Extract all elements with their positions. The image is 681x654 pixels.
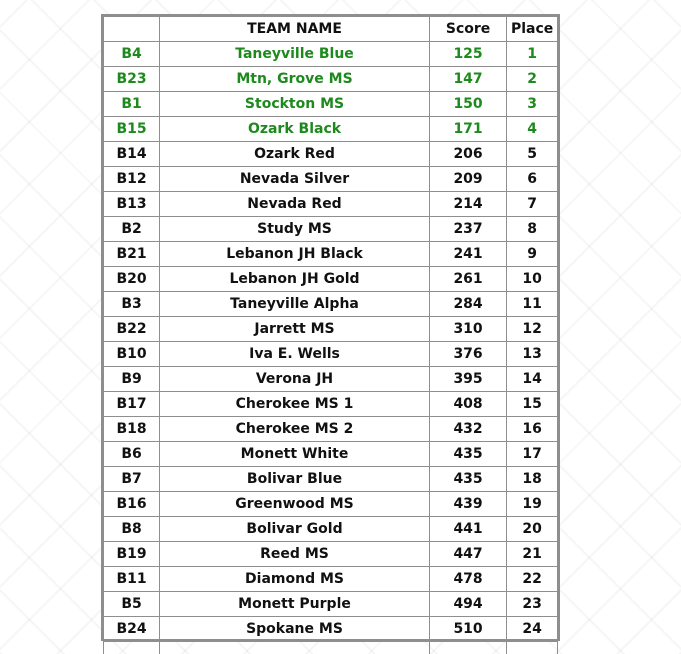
table-row <box>104 267 558 292</box>
team-name-cell: Mtn, Grove MS <box>160 67 430 92</box>
table-row <box>104 142 558 167</box>
place-cell: 1 <box>507 42 558 67</box>
place-cell: 14 <box>507 367 558 392</box>
score-cell: 241 <box>429 242 506 267</box>
table-row <box>104 492 558 517</box>
place-cell: 17 <box>507 442 558 467</box>
score-cell: 206 <box>429 142 506 167</box>
place-cell: 4 <box>507 117 558 142</box>
team-code-cell: B17 <box>104 392 160 417</box>
place-cell: 21 <box>507 542 558 567</box>
score-cell: 376 <box>429 342 506 367</box>
team-name-cell: Ozark Red <box>160 142 430 167</box>
team-name-cell: Monett Purple <box>160 592 430 617</box>
place-cell: 18 <box>507 467 558 492</box>
score-cell: 214 <box>429 192 506 217</box>
place-cell: 24 <box>507 617 558 642</box>
team-name-cell: Lebanon JH Gold <box>160 267 430 292</box>
team-code-cell: B13 <box>104 192 160 217</box>
team-code-cell: B7 <box>104 467 160 492</box>
score-cell: 494 <box>429 592 506 617</box>
header-code <box>104 17 160 42</box>
score-cell: 310 <box>429 317 506 342</box>
team-name-cell: Spokane MS <box>160 617 430 642</box>
score-cell: 171 <box>429 117 506 142</box>
place-cell: 11 <box>507 292 558 317</box>
table-row <box>104 42 558 67</box>
place-cell: 20 <box>507 517 558 542</box>
table-row <box>104 217 558 242</box>
team-code-cell: B8 <box>104 517 160 542</box>
header-score: Score <box>429 17 506 42</box>
place-cell: 16 <box>507 417 558 442</box>
team-code-cell: B16 <box>104 492 160 517</box>
team-code-cell: B24 <box>104 617 160 642</box>
score-cell: 261 <box>429 267 506 292</box>
empty-table-row <box>104 642 558 654</box>
team-code-cell: B23 <box>104 67 160 92</box>
results-table-container <box>101 14 560 641</box>
place-cell: 2 <box>507 67 558 92</box>
table-row <box>104 192 558 217</box>
team-name-cell: Bolivar Gold <box>160 517 430 542</box>
score-cell: 447 <box>429 542 506 567</box>
score-cell: 441 <box>429 517 506 542</box>
score-cell: 209 <box>429 167 506 192</box>
empty-cell <box>429 642 506 654</box>
score-cell: 395 <box>429 367 506 392</box>
place-cell: 23 <box>507 592 558 617</box>
team-code-cell: B20 <box>104 267 160 292</box>
team-code-cell: B12 <box>104 167 160 192</box>
table-row <box>104 567 558 592</box>
table-row <box>104 617 558 642</box>
table-row <box>104 592 558 617</box>
table-row <box>104 467 558 492</box>
team-name-cell: Study MS <box>160 217 430 242</box>
score-cell: 284 <box>429 292 506 317</box>
team-code-cell: B21 <box>104 242 160 267</box>
score-cell: 439 <box>429 492 506 517</box>
team-code-cell: B3 <box>104 292 160 317</box>
place-cell: 3 <box>507 92 558 117</box>
team-code-cell: B15 <box>104 117 160 142</box>
team-name-cell: Lebanon JH Black <box>160 242 430 267</box>
score-cell: 125 <box>429 42 506 67</box>
header-team-name: TEAM NAME <box>160 17 430 42</box>
team-code-cell: B2 <box>104 217 160 242</box>
team-name-cell: Taneyville Blue <box>160 42 430 67</box>
score-cell: 150 <box>429 92 506 117</box>
score-cell: 510 <box>429 617 506 642</box>
table-row <box>104 342 558 367</box>
team-code-cell: B22 <box>104 317 160 342</box>
score-cell: 435 <box>429 467 506 492</box>
table-row <box>104 292 558 317</box>
team-name-cell: Bolivar Blue <box>160 467 430 492</box>
empty-cell <box>104 642 160 654</box>
table-row <box>104 442 558 467</box>
place-cell: 7 <box>507 192 558 217</box>
place-cell: 6 <box>507 167 558 192</box>
place-cell: 15 <box>507 392 558 417</box>
team-name-cell: Greenwood MS <box>160 492 430 517</box>
team-code-cell: B14 <box>104 142 160 167</box>
table-row <box>104 417 558 442</box>
table-row <box>104 392 558 417</box>
team-code-cell: B6 <box>104 442 160 467</box>
table-header-row <box>104 17 558 42</box>
place-cell: 19 <box>507 492 558 517</box>
place-cell: 8 <box>507 217 558 242</box>
table-row <box>104 317 558 342</box>
team-name-cell: Taneyville Alpha <box>160 292 430 317</box>
score-cell: 478 <box>429 567 506 592</box>
team-name-cell: Monett White <box>160 442 430 467</box>
place-cell: 12 <box>507 317 558 342</box>
team-code-cell: B4 <box>104 42 160 67</box>
empty-cell <box>160 642 430 654</box>
results-table <box>103 16 558 654</box>
place-cell: 22 <box>507 567 558 592</box>
place-cell: 5 <box>507 142 558 167</box>
table-row <box>104 92 558 117</box>
table-row <box>104 542 558 567</box>
empty-cell <box>507 642 558 654</box>
table-row <box>104 167 558 192</box>
score-cell: 435 <box>429 442 506 467</box>
team-code-cell: B19 <box>104 542 160 567</box>
team-code-cell: B11 <box>104 567 160 592</box>
team-code-cell: B9 <box>104 367 160 392</box>
place-cell: 10 <box>507 267 558 292</box>
team-name-cell: Stockton MS <box>160 92 430 117</box>
team-code-cell: B10 <box>104 342 160 367</box>
team-code-cell: B1 <box>104 92 160 117</box>
table-row <box>104 367 558 392</box>
place-cell: 9 <box>507 242 558 267</box>
score-cell: 432 <box>429 417 506 442</box>
results-body <box>104 42 558 654</box>
team-name-cell: Nevada Silver <box>160 167 430 192</box>
score-cell: 408 <box>429 392 506 417</box>
team-code-cell: B5 <box>104 592 160 617</box>
team-name-cell: Nevada Red <box>160 192 430 217</box>
team-name-cell: Ozark Black <box>160 117 430 142</box>
team-name-cell: Reed MS <box>160 542 430 567</box>
place-cell: 13 <box>507 342 558 367</box>
team-name-cell: Cherokee MS 1 <box>160 392 430 417</box>
table-row <box>104 67 558 92</box>
score-cell: 237 <box>429 217 506 242</box>
table-row <box>104 117 558 142</box>
team-name-cell: Diamond MS <box>160 567 430 592</box>
team-name-cell: Verona JH <box>160 367 430 392</box>
team-name-cell: Iva E. Wells <box>160 342 430 367</box>
team-name-cell: Cherokee MS 2 <box>160 417 430 442</box>
table-row <box>104 517 558 542</box>
team-code-cell: B18 <box>104 417 160 442</box>
team-name-cell: Jarrett MS <box>160 317 430 342</box>
score-cell: 147 <box>429 67 506 92</box>
header-place: Place <box>507 17 558 42</box>
table-row <box>104 242 558 267</box>
